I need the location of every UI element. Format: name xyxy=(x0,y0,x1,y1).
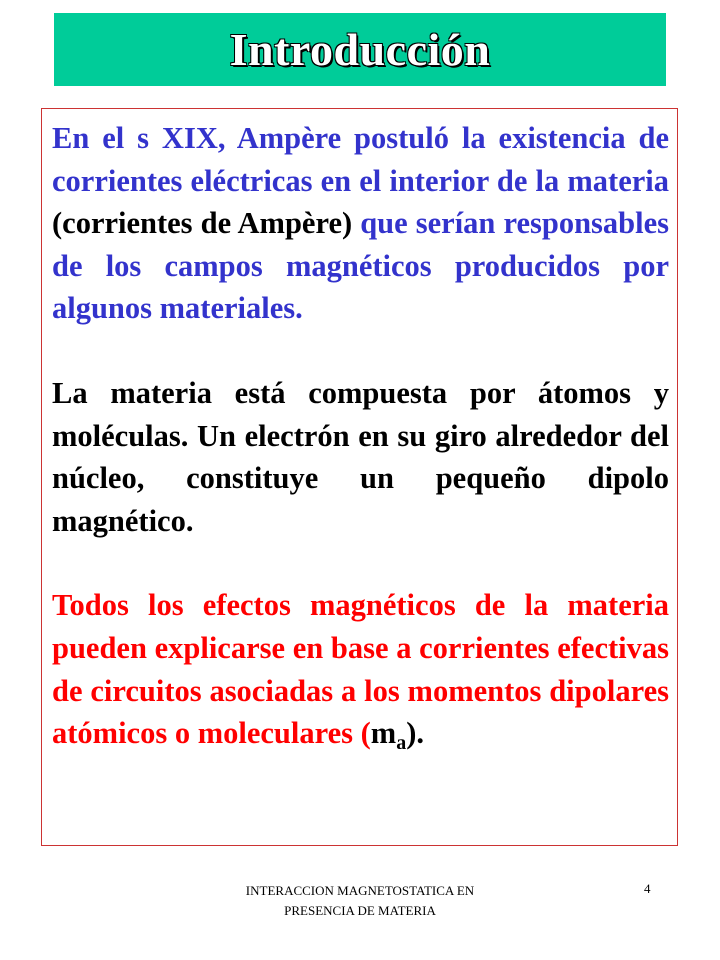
moment-subscript: a xyxy=(396,732,407,755)
paragraph-ampere-part2: (corrientes de Ampère) xyxy=(52,206,361,241)
paragraph-atoms: La materia está compuesta por átomos y moléculas. Un electrón en su giro alrededor del núcleo, constituye un pequeño dipolo magnético. xyxy=(52,375,669,538)
paragraph-effects-text: Todos los efectos magnéticos de la materia pueden explicarse en base a corrientes efectivas de circuitos asociadas a los momentos dipolares atómicos o moleculares ( xyxy=(52,588,669,751)
slide-title: Introducción xyxy=(229,24,491,75)
paragraph-ampere xyxy=(52,117,669,330)
page-number: 4 xyxy=(644,881,651,896)
paragraph-effects xyxy=(52,584,669,754)
footer-text: INTERACCION MAGNETOSTATICA EN PRESENCIA DE MATERIA xyxy=(245,883,475,918)
paragraph-ampere-part1: En el s XIX, Ampère postuló la existencia de corrientes eléctricas en el interior de la materia xyxy=(52,121,669,198)
paragraph-effects-end: ). xyxy=(406,716,424,751)
paragraph-ampere-part3: que serían responsables de los campos magnéticos producidos por algunos materiales. xyxy=(52,206,669,326)
content-box xyxy=(41,108,678,846)
moment-symbol: m xyxy=(370,716,397,751)
title-bar xyxy=(54,13,666,86)
